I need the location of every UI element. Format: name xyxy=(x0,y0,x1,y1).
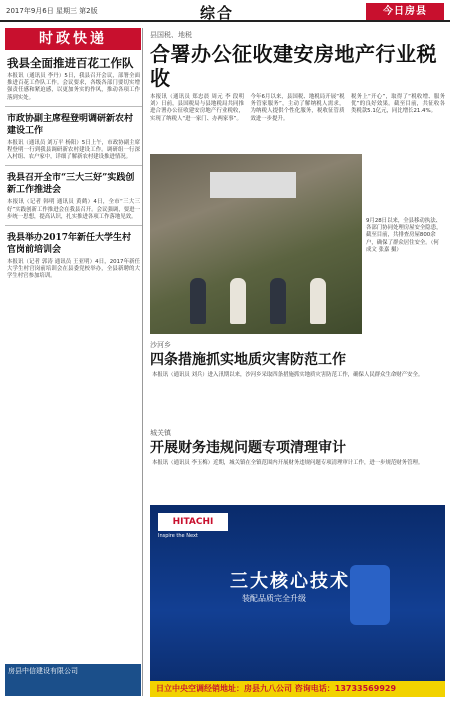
photo-caption: 9月28日以来，全县移动执法、各部门协同处理房屋安全隐患，截至目前，共排查房屋800余户，确保了群众居住安全。（何成文 张嘉 摄） xyxy=(366,218,442,253)
lead-story xyxy=(150,28,445,123)
newspaper-logo: 今日房县 xyxy=(366,3,444,20)
story-kicker: 城关镇 xyxy=(150,429,171,437)
lead-headline[interactable]: 合署办公征收建安房地产行业税收 xyxy=(150,42,437,90)
divider xyxy=(5,165,142,166)
photo-sign xyxy=(210,172,296,198)
story-title[interactable]: 市政协副主席程登明调研新农村建设工作 xyxy=(7,113,134,136)
news-photo xyxy=(150,154,362,334)
story-body: 本报讯（记者 郭涛 通讯员 王亚明）4日，2017年新任大学生村官岗前培训会在县委党校举办，全县新聘的大学生村官参加培训。 xyxy=(7,259,140,280)
left-news-column xyxy=(5,28,143,696)
column-banner: 时政快递 xyxy=(5,28,141,50)
lead-col-2: 今年6月以来，县国税、地税局开展“税务管家服务”，主动了解纳税人需求，为纳税人提供个性化服务，税收征管质效进一步提升。 xyxy=(250,94,345,122)
ad-subheadline: 装配品质完全升级 xyxy=(242,594,306,603)
lead-body xyxy=(150,94,445,123)
story-title[interactable]: 我县举办2017年新任大学生村官岗前培训会 xyxy=(7,233,132,256)
left-advertisement[interactable] xyxy=(5,664,141,696)
story-body: 本报讯（通讯员 刘兵）进入汛期以来，沙河乡采取四条措施抓实地质灾害防范工作，确保人民群众生命财产安全。 xyxy=(152,372,424,378)
story-title[interactable]: 我县全面推进百花工作队 xyxy=(7,56,134,70)
section-title: 综合 xyxy=(200,4,235,22)
ad-contact-bar: 日立中央空调经销地址：房县九八公司 咨询电话：13733569929 xyxy=(150,681,445,697)
story-body: 本报讯（记者 韩明 通讯员 黄鹤）4日，全市“三大三好”实践创新工作推进会在我县召开。会议强调，要进一步统一思想，提高认识，扎实推进各项工作落地见效。 xyxy=(7,199,140,220)
story-shahe xyxy=(150,340,445,379)
story-kicker: 沙河乡 xyxy=(150,341,171,349)
person-figure xyxy=(310,278,326,324)
hitachi-advertisement[interactable] xyxy=(150,505,445,697)
issue-date: 2017年9月6日 星期三 第2版 xyxy=(6,7,98,15)
person-figure xyxy=(270,278,286,324)
compressor-icon xyxy=(350,565,390,625)
story-body: 本报讯（通讯员 刘万平 杨阳）5日上午，市政协副主席程登明一行到我县调研新农村建设工作。调研组一行深入村组、农户家中，详细了解新农村建设推进情况。 xyxy=(7,139,140,161)
person-figure xyxy=(230,278,246,324)
story-chengguan xyxy=(150,428,445,467)
divider xyxy=(5,106,142,107)
story-headline[interactable]: 开展财务违规问题专项清理审计 xyxy=(150,440,346,456)
ad-brand-logo: HITACHI xyxy=(158,513,228,531)
story-body: 本报讯（通讯员 李玉梅）近期，城关镇在全镇范围内开展财务违规问题专项清理审计工作，进一步规范财务管理。 xyxy=(152,460,424,466)
lead-col-3: 税务上“开心”，取得了“税收增、服务优”的良好效果。截至目前，共征收各类税款5.1亿元，同比增长21.4%。 xyxy=(351,94,445,115)
ad-text: 房县中信建设有限公司 xyxy=(8,667,78,675)
story-headline[interactable]: 四条措施抓实地质灾害防范工作 xyxy=(150,352,346,368)
lead-col-1: 本报讯（通讯员 郑忠晨 周元 李 段明 刘）日前，县国税局与县地税局共同推进合署办公征收建安房地产行业税收，实现了纳税人“进一家门、办两家事”。 xyxy=(150,94,244,122)
lead-kicker: 县国税、地税 xyxy=(150,31,192,39)
ad-tagline: Inspire the Next xyxy=(158,533,198,539)
story-body: 本报讯（通讯员 李丹）5日，我县召开会议，部署全面推进百花工作队工作。会议要求，各级各部门要切实增强责任感和紧迫感，以更加务实的作风，推动各项工作落到实处。 xyxy=(7,73,140,101)
person-figure xyxy=(190,278,206,324)
masthead xyxy=(0,0,450,22)
divider xyxy=(5,225,142,226)
story-title[interactable]: 我县召开全市“三大三好”实践创新工作推进会 xyxy=(7,173,135,196)
ad-headline: 三大核心技术 xyxy=(230,571,350,592)
